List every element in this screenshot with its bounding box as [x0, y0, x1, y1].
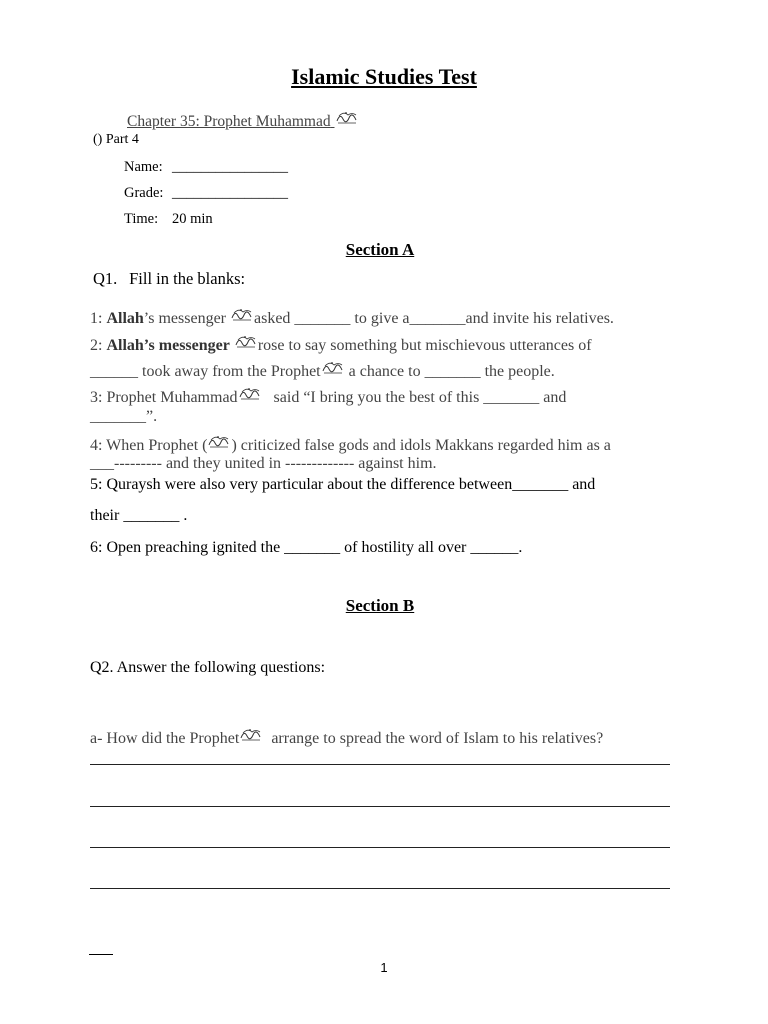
time-label: Time: — [124, 211, 159, 227]
blank-item-1 — [90, 307, 614, 328]
answer-line[interactable] — [90, 764, 670, 765]
section-a-heading: Section A — [345, 240, 415, 259]
item-1-text-b: asked _______ to give a_______and invite his relatives. — [254, 310, 614, 327]
question-a-text-a: a- How did the Prophet — [90, 730, 240, 747]
page-title: Islamic Studies Test — [291, 64, 477, 89]
q2-prompt: Q2. Answer the following questions: — [90, 659, 326, 676]
item-3-text-b: said “I bring you the best of this _______ and — [261, 389, 567, 406]
blank-item-4 — [90, 434, 611, 455]
grade-field — [124, 185, 288, 202]
page-number: 1 — [380, 960, 388, 975]
item-1-text-a: ’s messenger — [143, 310, 230, 327]
item-2-text-b: rose to say something but mischievous utterances of — [257, 337, 592, 354]
blank-item-5-line-2: their _______ . — [90, 507, 188, 524]
calligraphy-honorific-icon — [231, 307, 253, 321]
item-1-bold: Allah — [106, 310, 144, 327]
item-3-text-a: 3: Prophet Muhammad — [90, 389, 238, 406]
blank-item-2-line-2 — [90, 360, 555, 381]
item-2-text-a — [230, 337, 234, 354]
item-2-bold: Allah’s messenger — [106, 337, 230, 354]
question-a-text-b: arrange to spread the word of Islam to his relatives? — [263, 730, 604, 747]
blank-item-3 — [90, 386, 566, 407]
time-value: 20 min — [172, 211, 213, 227]
chapter-heading — [127, 110, 359, 131]
name-field — [124, 159, 288, 176]
blank-item-5: 5: Quraysh were also very particular about the difference between_______ and — [90, 476, 596, 493]
chapter-text: Chapter 35: Prophet Muhammad — [127, 113, 331, 130]
time-field — [124, 211, 213, 228]
grade-blank: ________________ — [172, 185, 288, 201]
part-label: () Part 4 — [93, 132, 139, 147]
calligraphy-honorific-icon — [239, 386, 261, 400]
answer-line[interactable] — [90, 847, 670, 848]
calligraphy-honorific-icon — [208, 434, 230, 448]
answer-line[interactable] — [90, 806, 670, 807]
item-2-line2-b: a chance to _______ the people. — [344, 363, 555, 380]
blank-item-3-line-2: _______”. — [90, 408, 158, 425]
calligraphy-honorific-icon — [240, 727, 262, 741]
blank-item-6: 6: Open preaching ignited the _______ of hostility all over ______. — [90, 539, 523, 556]
item-2-prefix: 2: — [90, 337, 107, 354]
blank-item-2 — [90, 334, 592, 355]
calligraphy-honorific-icon — [235, 334, 257, 348]
q1-number: Q1. — [93, 269, 118, 288]
name-blank: ________________ — [172, 159, 288, 175]
question-a — [90, 727, 603, 748]
footer-rule — [89, 954, 113, 955]
item-2-line2-a: ______ took away from the Prophet — [90, 363, 321, 380]
blank-item-4-line-2: ___--------- and they united in ------------- against him. — [90, 455, 437, 472]
calligraphy-honorific-icon — [336, 110, 358, 124]
q1-text: Fill in the blanks: — [129, 269, 246, 288]
name-label: Name: — [124, 159, 163, 175]
q1-prompt — [93, 269, 245, 289]
calligraphy-honorific-icon — [322, 360, 344, 374]
answer-line[interactable] — [90, 888, 670, 889]
grade-label: Grade: — [124, 185, 164, 201]
item-1-prefix: 1: — [90, 310, 107, 327]
item-4-text-a: 4: When Prophet ( — [90, 437, 208, 454]
item-4-text-b: ) criticized false gods and idols Makkans regarded him as a — [231, 437, 611, 454]
section-b-heading: Section B — [345, 596, 415, 615]
